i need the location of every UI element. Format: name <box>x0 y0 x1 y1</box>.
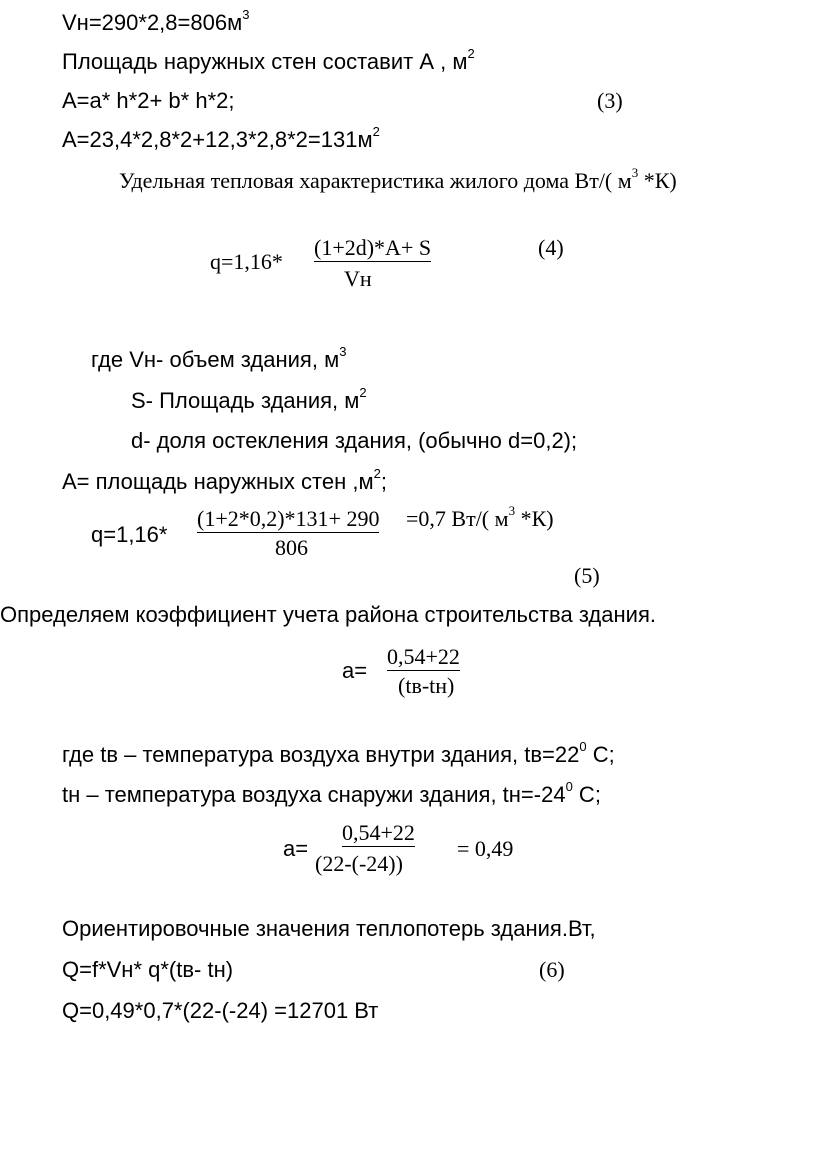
definition-tn-sup: 0 <box>565 779 573 794</box>
definition-vn-line <box>91 344 347 372</box>
definition-tv-tail: С; <box>586 742 615 767</box>
equation-number-6: (6) <box>539 957 565 982</box>
formula-a2-lhs: a= <box>283 836 309 861</box>
equation-number-5: (5) <box>574 563 600 588</box>
heat-loss-heading: Ориентировочные значения теплопотерь здания.Вт, <box>62 916 596 941</box>
volume-calc-text: Vн=290*2,8=806м <box>62 10 243 35</box>
definition-tv-text: где tв – температура воздуха внутри здания, tв=22 <box>62 742 580 767</box>
definition-a-sup: 2 <box>373 466 381 481</box>
formula-5-result-tail: *К) <box>515 506 554 531</box>
definition-s-line <box>131 385 367 413</box>
definition-a-tail: ; <box>380 469 387 494</box>
wall-area-intro-line <box>62 46 475 74</box>
formula-a-numerator-text: 0,54+22 <box>387 644 460 669</box>
specific-heat-heading-sup: 3 <box>631 165 639 180</box>
heat-loss-formula-text: Q=f*Vн* q*(tв- tн) <box>62 957 234 982</box>
definition-tn-tail: С; <box>572 782 601 807</box>
definition-tv-sup: 0 <box>579 739 587 754</box>
formula-5-numerator <box>197 508 379 533</box>
formula-5-lhs: q=1,16* <box>91 522 168 547</box>
definition-d-line <box>131 430 577 452</box>
formula-5-result-text: =0,7 Вт/( м <box>406 506 509 531</box>
definition-s-text: S- Площадь здания, м <box>131 388 360 413</box>
wall-area-intro-text: Площадь наружных стен составит А , м <box>62 49 468 74</box>
coefficient-heading: Определяем коэффициент учета района строительства здания. <box>0 602 656 627</box>
definition-vn-text: где Vн- объем здания, м <box>91 347 340 372</box>
specific-heat-heading-text: Удельная тепловая характеристика жилого дома Вт/( м <box>119 168 632 193</box>
definition-a-line <box>62 466 387 494</box>
specific-heat-heading-tail: *К) <box>638 168 677 193</box>
formula-5-result <box>406 503 554 531</box>
formula-4-numerator <box>314 237 431 262</box>
definition-tn-line <box>62 779 601 807</box>
formula-a-lhs: a= <box>342 658 368 683</box>
equation-number-4: (4) <box>538 235 564 260</box>
formula-a-numerator <box>387 646 460 671</box>
formula-4-lhs: q=1,16* <box>210 249 283 274</box>
heat-loss-calc-line: Q=0,49*0,7*(22-(-24) =12701 Вт <box>62 998 379 1023</box>
wall-area-formula-line <box>62 90 234 112</box>
wall-area-calc-line <box>62 124 380 152</box>
formula-a2-numerator <box>342 822 415 847</box>
heat-loss-formula-line <box>62 959 233 981</box>
definition-tn-text: tн – температура воздуха снаружи здания, tн=-24 <box>62 782 566 807</box>
formula-5-denominator: 806 <box>275 535 308 560</box>
definition-a-text: A= площадь наружных стен ,м <box>62 469 374 494</box>
definition-d-text: d- доля остекления здания, (обычно d=0,2); <box>131 428 578 453</box>
equation-number-3: (3) <box>597 88 623 113</box>
formula-a-denominator: (tв-tн) <box>398 673 455 698</box>
formula-5-numerator-text: (1+2*0,2)*131+ 290 <box>197 506 380 531</box>
formula-a2-denominator: (22-(-24)) <box>315 851 403 876</box>
formula-4-numerator-text: (1+2d)*A+ S <box>314 235 432 260</box>
wall-area-calc-text: A=23,4*2,8*2+12,3*2,8*2=131м <box>62 127 373 152</box>
volume-calc-line <box>62 7 250 35</box>
definition-vn-sup: 3 <box>339 344 347 359</box>
wall-area-calc-sup: 2 <box>372 124 380 139</box>
specific-heat-heading <box>119 165 677 193</box>
wall-area-intro-sup: 2 <box>467 46 475 61</box>
formula-a2-numerator-text: 0,54+22 <box>342 820 415 845</box>
formula-a2-result: = 0,49 <box>457 836 514 861</box>
definition-s-sup: 2 <box>359 385 367 400</box>
formula-4-denominator: Vн <box>344 266 372 291</box>
volume-calc-sup: 3 <box>242 7 250 22</box>
wall-area-formula-text: A=a* h*2+ b* h*2; <box>62 88 235 113</box>
formula-5-result-sup: 3 <box>508 503 516 518</box>
definition-tv-line <box>62 739 615 767</box>
